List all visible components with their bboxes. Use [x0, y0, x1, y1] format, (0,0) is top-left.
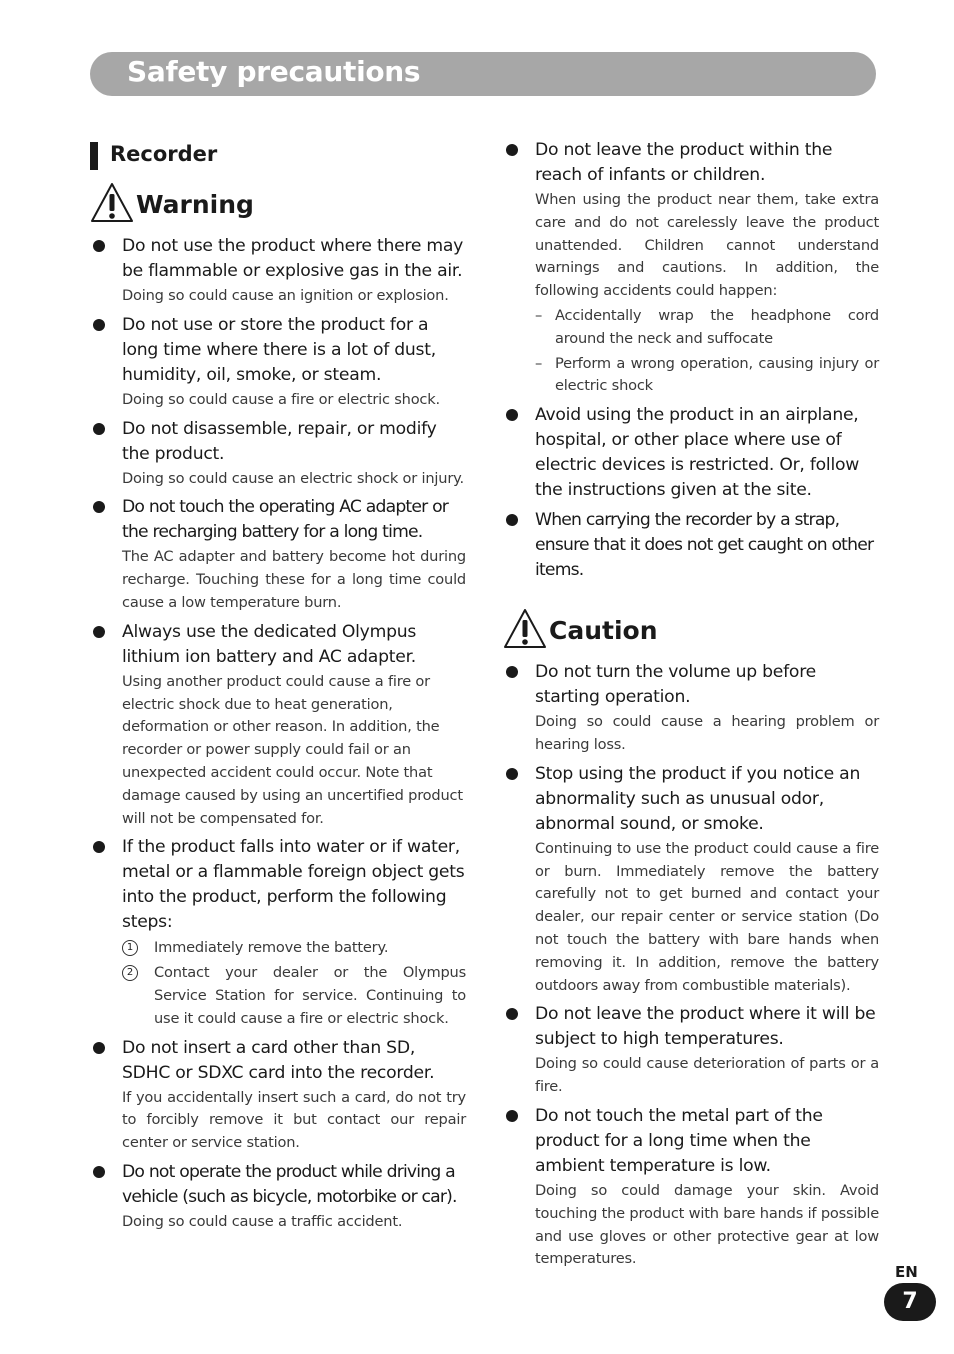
list-item	[90, 495, 466, 614]
caution-icon	[503, 608, 547, 650]
list-item	[90, 835, 466, 1030]
dash-marker: –	[535, 306, 543, 324]
item-text: Do not touch the metal part of the product for a long time when the ambient temperature is low.	[535, 1105, 823, 1176]
item-text: When carrying the recorder by a strap, ensure that it does not get caught on other items.	[535, 510, 874, 581]
item-text: Do not use or store the product for a long time where there is a lot of dust, humidity, oil, smoke, or steam.	[122, 314, 436, 385]
list-item	[503, 403, 879, 503]
item-detail: Doing so could cause a fire or electric shock.	[122, 390, 440, 408]
item-detail: Doing so could damage your skin. Avoid touching the product with bare hands if possible and use gloves or other protective gear at low temperatures.	[535, 1181, 879, 1268]
bullet	[506, 666, 518, 678]
item-text: Do not leave the product within the reach of infants or children.	[535, 140, 833, 185]
step-number: 2	[122, 965, 138, 981]
bullet	[506, 1110, 518, 1122]
item-text: Do not turn the volume up before starting operation.	[535, 662, 816, 708]
item-detail: Continuing to use the product could cause a fire or burn. Immediately remove the battery carefully not to get burned and contact your dealer, our repair center or service station (Do not touch the battery with bare hands when removing it. In addition, remove the battery outdoors away from combustible materials).	[535, 839, 879, 994]
item-text: Do not disassemble, repair, or modify the product.	[122, 418, 437, 464]
item-text: Do not use the product where there may be flammable or explosive gas in the air.	[122, 236, 464, 281]
item-detail: Doing so could cause a traffic accident.	[122, 1212, 403, 1230]
item-detail: If you accidentally insert such a card, do not try to forcibly remove it but contact our repair center or service station.	[122, 1088, 466, 1152]
list-item	[503, 762, 879, 998]
section-heading-text: Recorder	[110, 142, 218, 166]
list-item	[90, 313, 466, 412]
bullet	[93, 319, 105, 331]
bullet	[506, 1008, 518, 1020]
warning-icon	[90, 182, 134, 224]
numbered-step	[122, 937, 466, 960]
list-item	[503, 1002, 879, 1099]
right-column	[503, 138, 879, 1276]
item-text: Stop using the product if you notice an abnormality such as unusual odor, abnormal sound, or smoke.	[535, 763, 861, 834]
list-item	[90, 1036, 466, 1155]
step-text: Immediately remove the battery.	[154, 939, 389, 957]
language-label: EN	[895, 1263, 918, 1281]
bullet	[506, 409, 518, 421]
bullet	[506, 514, 518, 526]
bullet	[93, 423, 105, 435]
item-detail: Using another product could cause a fire or electric shock due to heat generation, deformation or other reason. In addition, the recorder or power supply could fail or an unexpected accident could occur. Note that damage caused by using an uncertified product will not be compensated for.	[122, 672, 463, 827]
dash-item	[535, 305, 879, 351]
list-item	[503, 138, 879, 398]
item-detail: Doing so could cause an ignition or explosion.	[122, 287, 449, 304]
list-item	[503, 660, 879, 757]
item-text: Always use the dedicated Olympus lithium ion battery and AC adapter.	[122, 621, 417, 667]
item-detail: The AC adapter and battery become hot during recharge. Touching these for a long time could cause a low temperature burn.	[122, 548, 466, 611]
item-detail: When using the product near them, take extra care and do not carelessly leave the product unattended. Children cannot understand warnings and cautions. In addition, the following accidents could happen:	[535, 191, 879, 300]
bullet	[93, 1042, 105, 1054]
item-text: Do not touch the operating AC adapter or the recharging battery for a long time.	[122, 497, 449, 543]
warning-label: Warning	[136, 190, 254, 219]
list-item	[90, 1160, 466, 1234]
dash-item-text: Accidentally wrap the headphone cord around the neck and suffocate	[555, 306, 879, 347]
list-item	[503, 508, 879, 583]
dash-marker: –	[535, 354, 543, 372]
step-number: 1	[122, 940, 138, 956]
dash-item-text: Perform a wrong operation, causing injury or electric shock	[555, 354, 879, 395]
step-text: Contact your dealer or the Olympus Service Station for service. Continuing to use it could cause a fire or electric shock.	[154, 964, 466, 1027]
item-detail: Doing so could cause an electric shock or injury.	[122, 469, 464, 487]
bullet	[93, 841, 105, 853]
bullet	[506, 144, 518, 156]
warning-heading	[90, 182, 466, 230]
left-column	[90, 138, 466, 1239]
dash-item	[535, 353, 879, 399]
item-text: Do not operate the product while driving a vehicle (such as bicycle, motorbike or car).	[122, 1161, 457, 1207]
bullet	[93, 240, 105, 252]
caution-label: Caution	[549, 616, 658, 646]
bullet	[93, 1166, 105, 1178]
title-bar	[90, 52, 876, 96]
heading-bar	[90, 142, 98, 170]
section-heading	[90, 138, 466, 172]
page-title: Safety precautions	[127, 55, 421, 88]
item-text: If the product falls into water or if water, metal or a flammable foreign object gets into the product, perform the following steps:	[122, 837, 465, 933]
list-item	[503, 1104, 879, 1271]
bullet	[93, 626, 105, 638]
list-item	[90, 417, 466, 491]
numbered-step	[122, 962, 466, 1030]
list-item	[90, 234, 466, 308]
spacer	[503, 588, 879, 608]
page-number: 7	[884, 1283, 936, 1321]
bullet	[506, 768, 518, 780]
item-text: Avoid using the product in an airplane, hospital, or other place where use of electric devices is restricted. Or, follow the instructions given at the site.	[535, 405, 860, 501]
bullet	[93, 501, 105, 513]
item-text: Do not leave the product where it will be subject to high temperatures.	[535, 1004, 876, 1050]
list-item	[90, 620, 466, 831]
item-detail: Doing so could cause a hearing problem or hearing loss.	[535, 713, 879, 753]
caution-heading	[503, 608, 879, 656]
item-text: Do not insert a card other than SD, SDHC or SDXC card into the recorder.	[122, 1037, 435, 1083]
item-detail: Doing so could cause deterioration of parts or a fire.	[535, 1055, 879, 1096]
